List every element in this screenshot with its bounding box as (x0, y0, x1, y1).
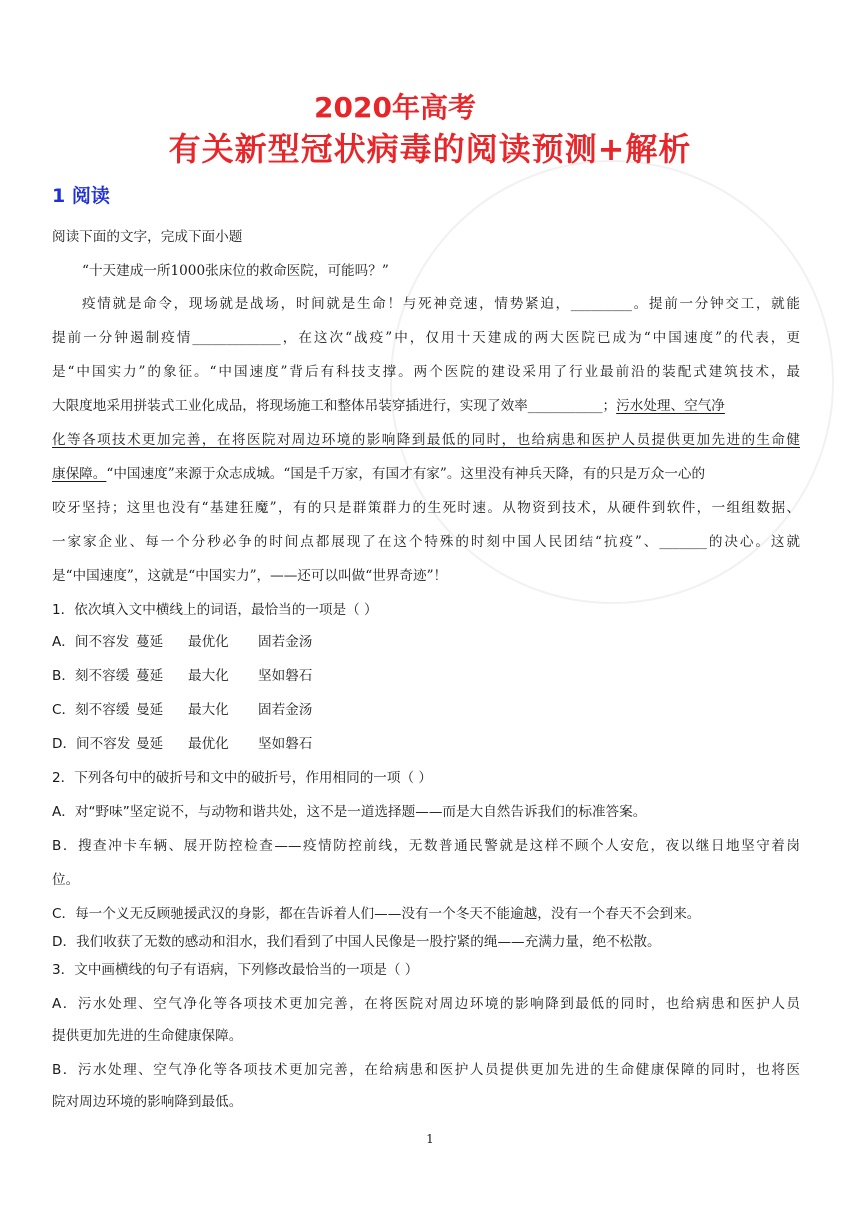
option-text: D．我们收获了无数的感动和泪水，我们看到了中国人民像是一股拧紧的绳——充满力量，绝不松散。 (52, 934, 661, 950)
option-text: B．搜查冲卡车辆、展开防控检查——疫情防控前线，无数普通民警就是这样不顾个人安危，夜以继日地坚守着岗 (52, 838, 800, 854)
option-word: 坚如磐石 (258, 668, 313, 684)
passage-line: 一家家企业、每一个分秒必争的时间点都展现了在这个特殊的时刻中国人民团结“抗疫”、_______的决心。这就 (52, 534, 800, 550)
passage-quote: “十天建成一所1000张床位的救命医院，可能吗？” (82, 263, 389, 279)
question-stem: 3．文中画横线的句子有语病，下列修改最恰当的一项是（ ） (52, 962, 419, 978)
option-word: 固若金汤 (258, 634, 313, 650)
passage-line (52, 394, 800, 414)
option-text: 提供更加先进的生命健康保障。 (52, 1028, 243, 1044)
option-word: 最大化 (188, 668, 229, 684)
option-word: 坚如磐石 (258, 736, 313, 752)
option-word: A．间不容发 (52, 634, 130, 650)
option-word: 最大化 (188, 702, 229, 718)
page-number: 1 (426, 1132, 434, 1146)
option-word: C．刻不容缓 (52, 702, 130, 718)
passage-line: 咬牙坚持；这里也没有“基建狂魔”，有的只是群策群力的生死时速。从物资到技术，从硬件到软件，一组组数据、 (52, 500, 800, 516)
option-text: A．污水处理、空气净化等各项技术更加完善，在将医院对周边环境的影响降到最低的同时，也给病患和医护人员 (52, 996, 800, 1012)
option-word: B．刻不容缓 (52, 668, 130, 684)
option-text: 位。 (52, 872, 80, 888)
passage-line: 是“中国速度”，这就是“中国实力”，——还可以叫做“世界奇迹”！ (52, 568, 448, 584)
passage-line (52, 462, 800, 482)
title-main: 有关新型冠状病毒的阅读预测+解析 (168, 130, 692, 168)
passage-line-text: “中国速度”来源于众志成城。“国是千万家，有国才有家”。这里没有神兵天降，有的只是万众一心的 (106, 466, 706, 482)
underlined-sentence: 污水处理、空气净 (616, 398, 725, 414)
option-text: B．污水处理、空气净化等各项技术更加完善，在给病患和医护人员提供更加先进的生命健康保障的同时，也将医 (52, 1062, 800, 1078)
option-row (52, 630, 800, 650)
option-word: D．间不容发 (52, 736, 131, 752)
question-stem: 2．下列各句中的破折号和文中的破折号，作用相同的一项（ ） (52, 770, 432, 786)
option-text: C．每一个义无反顾驰援武汉的身影，都在告诉着人们——没有一个冬天不能逾越，没有一个春天不会到来。 (52, 906, 701, 922)
option-word: 蔓延 (136, 668, 164, 684)
passage-line: 疫情就是命令，现场就是战场，时间就是生命！与死神竞速，情势紧迫，_________。提前一分钟交工，就能 (82, 296, 800, 312)
underlined-sentence: 康保障。 (52, 466, 107, 482)
option-word: 曼延 (136, 702, 164, 718)
passage-line-text: 大限度地采用拼装式工业化成品，将现场施工和整体吊装穿插进行，实现了效率___________； (52, 398, 617, 414)
option-row (52, 732, 800, 752)
option-word: 最优化 (188, 736, 229, 752)
question-stem: 1．依次填入文中横线上的词语，最恰当的一项是（ ） (52, 602, 378, 618)
title-year: 2020年高考 (314, 91, 476, 124)
passage-line: 提前一分钟遏制疫情_____________，在这次“战疫”中，仅用十天建成的两大医院已成为“中国速度”的代表，更 (52, 330, 800, 346)
option-row (52, 664, 800, 684)
underlined-sentence: 化等各项技术更加完善，在将医院对周边环境的影响降到最低的同时，也给病患和医护人员提供更加先进的生命健 (52, 432, 800, 448)
section-heading: 1 阅读 (52, 185, 110, 207)
option-text: 院对周边环境的影响降到最低。 (52, 1094, 243, 1110)
option-word: 曼延 (136, 736, 164, 752)
passage-line: 是“中国实力”的象征。“中国速度”背后有科技支撑。两个医院的建设采用了行业最前沿的装配式建筑技术，最 (52, 364, 800, 380)
option-word: 固若金汤 (258, 702, 313, 718)
instruction-text: 阅读下面的文字，完成下面小题 (52, 229, 243, 245)
option-text: A．对“野味”坚定说不，与动物和谐共处，这不是一道选择题——而是大自然告诉我们的标准答案。 (52, 804, 647, 820)
option-word: 最优化 (188, 634, 229, 650)
option-row (52, 698, 800, 718)
option-word: 蔓延 (136, 634, 164, 650)
